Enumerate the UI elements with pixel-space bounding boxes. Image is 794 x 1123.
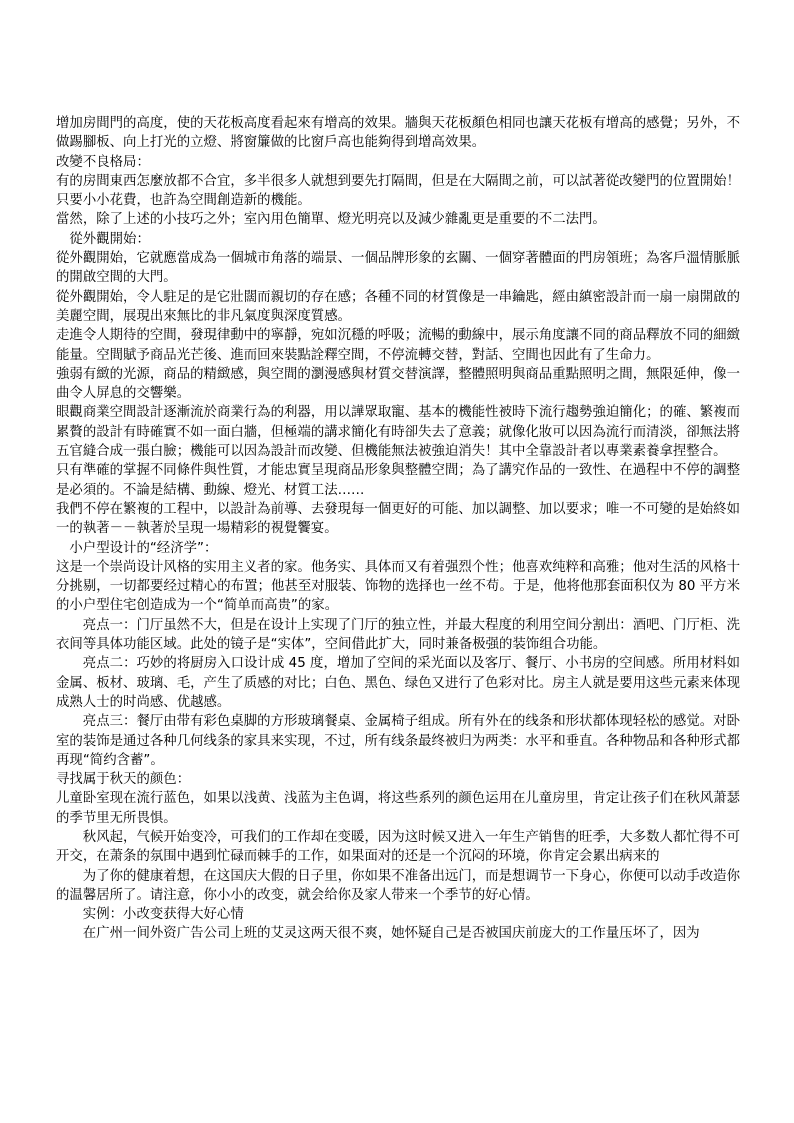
paragraph-3: 有的房間東西怎麼放都不合宜，多半很多人就想到要先打隔間，但是在大隔間之前，可以試著從改變門的位置開始！只要小小花費，也許為空間創造新的機能。: [56, 173, 740, 209]
paragraph-10: 眼觀商業空間設計逐漸流於商業行為的利器，用以譁眾取寵、基本的機能性被時下流行趨勢強迫簡化；的確、繁複而累贅的設計有時確實不如一面白牆，但極端的講求簡化有時卻失去了意義；就像化妝可以因為流行而清淡，卻無法將五官縫合成一張白臉；機能可以因為設計而改變、但機能無法被強迫消失！其中全靠設計者以專業素養拿捏整合。: [56, 405, 740, 460]
paragraph-9: 強弱有緻的光源，商品的精緻感，與空間的瀏漫感與材質交替演譯，整體照明與商品重點照明之間，無限延伸，像一曲令人屏息的交響樂。: [56, 366, 740, 402]
paragraph-7: 從外觀開始，令人駐足的是它壯闊而親切的存在感；各種不同的材質像是一串鑰匙，經由縝密設計而一扇一扇開啟的美麗空間，展現出來無比的非凡氣度與深度質感。: [56, 289, 740, 324]
highlight-one: 亮点一：门厅虽然不大，但是在设计上实现了门厅的独立性，并最大程度的利用空间分割出：酒吧、门厅柜、洗衣间等具体功能区域。此处的镜子是“实体”，空间借此扩大，同时兼备极强的装饰组合功能。: [56, 617, 740, 653]
paragraph-12: 我們不停在繁複的工程中，以設計為前導、去發現每一個更好的可能、加以調整、加以要求；唯一不可變的是始終如一的執著－－執著於呈現一場精彩的視覺饗宴。: [56, 501, 740, 537]
paragraph-19: 儿童卧室现在流行蓝色，如果以浅黄、浅蓝为主色调，将这些系列的颜色运用在儿童房里，肯定让孩子们在秋风萧瑟的季节里无所畏惧。: [56, 791, 740, 826]
heading-small-apartment: 小户型设计的“经济学”：: [69, 540, 218, 556]
paragraph-21: 为了你的健康着想，在这国庆大假的日子里，你如果不准备出远门，而是想调节一下身心，你便可以动手改造你的温馨居所了。请注意，你小小的改变，就会给你及家人带来一个季节的好心情。: [56, 868, 740, 903]
heading-autumn-colors: 寻找属于秋天的颜色：: [56, 772, 191, 788]
highlight-three: 亮点三：餐厅由带有彩色桌脚的方形玻璃餐桌、金属椅子组成。所有外在的线条和形状都体现轻松的感觉。对卧室的装饰是通过各种几何线条的家具来实现，不过，所有线条最终被归为两类：水平和垂直。各种物品和各种形式都再现“简约含蓄”。: [56, 714, 740, 768]
paragraph-20: 秋风起，气候开始变冷，可我们的工作却在变暖，因为这时候又进入一年生产销售的旺季，大多数人都忙得不可开交，在萧条的氛围中遇到忙碌而棘手的工作，如果面对的还是一个沉闷的环境，你肯定会累出病来的: [56, 829, 740, 865]
paragraph-1: 增加房間門的高度，使的天花板高度看起來有增高的效果。牆與天花板顏色相同也讓天花板有增高的感覺；另外，不做踢腳板、向上打光的立燈、將窗簾做的比窗戶高也能夠得到增高效果。: [56, 116, 740, 151]
heading-example: 实例：小改变获得大好心情: [82, 907, 244, 923]
paragraph-4: 當然，除了上述的小技巧之外；室內用色簡單、燈光明亮以及減少雜亂更是重要的不二法門。: [56, 212, 606, 228]
paragraph-6: 從外觀開始，它就應當成為一個城市角落的端景、一個品牌形象的玄關、一個穿著體面的門房領班；為客戶溫情脈脈的開啟空間的大門。: [56, 251, 740, 286]
heading-change-layout: 改變不良格局：: [56, 154, 150, 170]
paragraph-23: 在广州一间外资广告公司上班的艾灵这两天很不爽，她怀疑自己是否被国庆前庞大的工作量压坏了，因为: [82, 926, 700, 942]
highlight-two: 亮点二：巧妙的将厨房入口设计成 45 度，增加了空间的采光面以及客厅、餐厅、小书房的空间感。所用材料如金属、板材、玻璃、毛，产生了质感的对比；白色、黑色、绿色又进行了色彩对比。房主人就是要用这些元素来体现成熟人士的时尚感、优越感。: [56, 656, 740, 710]
document-page: [56, 114, 740, 944]
paragraph-14: 这是一个崇尚设计风格的实用主义者的家。他务实、具体而又有着强烈个性；他喜欢纯粹和高雅；他对生活的风格十分挑剔，一切都要经过精心的布置；他甚至对服装、饰物的选择也一丝不苟。于是，他将他那套面积仅为 80 平方米的小户型住宅创造成为一个“简单而高贵”的家。: [56, 559, 740, 614]
paragraph-11: 只有準確的掌握不同條件與性質，才能忠實呈現商品形象與整體空間；為了講究作品的一致性、在過程中不停的調整是必須的。不論是結構、動線、燈光、材質工法……: [56, 463, 740, 498]
paragraph-8: 走進令人期待的空間，發現律動中的寧靜，宛如沉穩的呼吸；流暢的動線中，展示角度讓不同的商品釋放不同的細緻能量。空間賦予商品光芒後、進而回來裝點詮釋空間，不停流轉交替，對話、空間也因此有了生命力。: [56, 328, 740, 363]
heading-start-exterior: 從外觀開始：: [69, 231, 150, 247]
